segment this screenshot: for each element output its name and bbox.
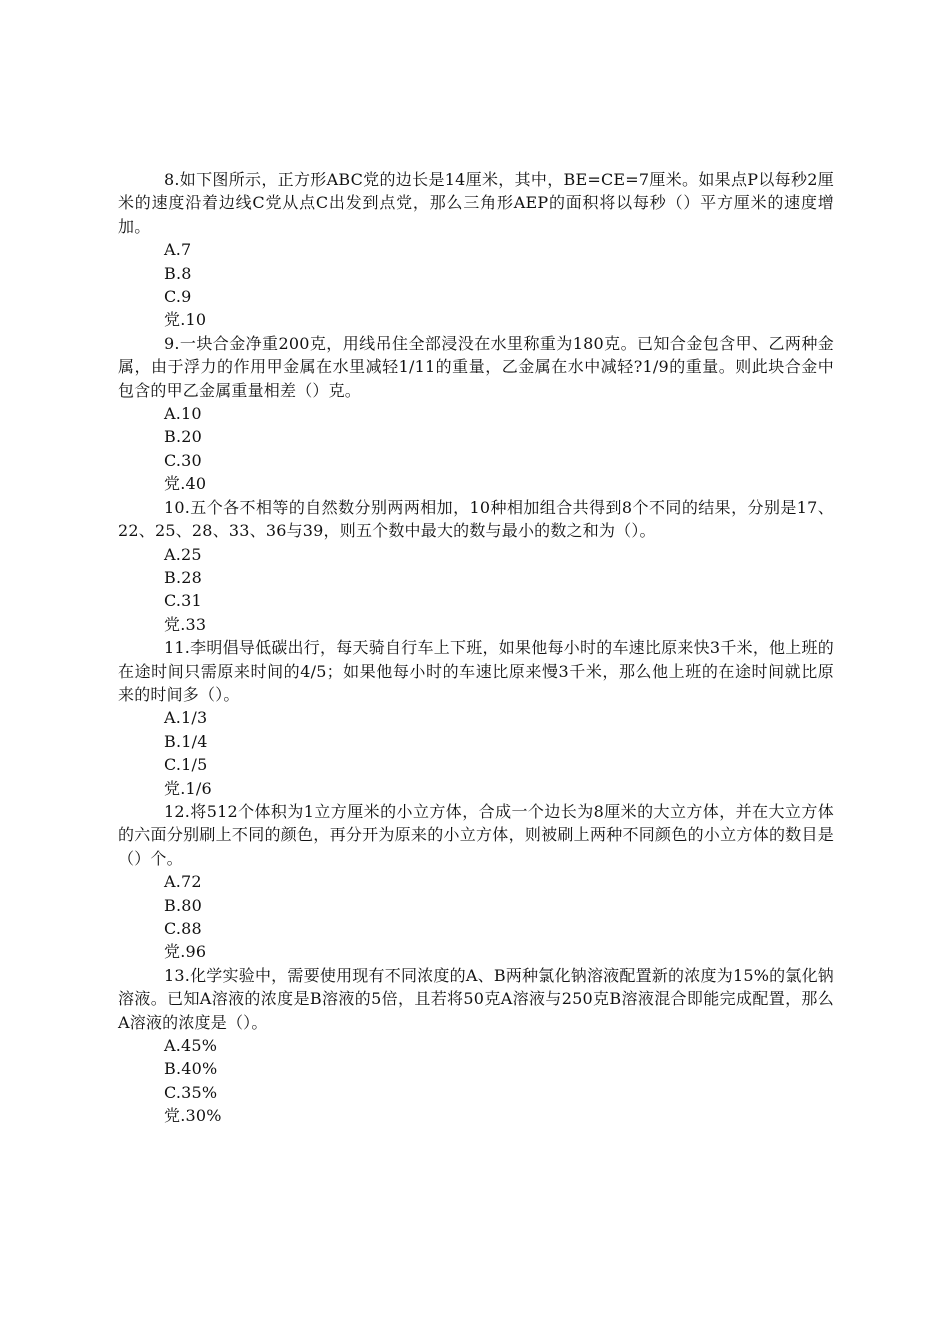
question-stem: 11.李明倡导低碳出行，每天骑自行车上下班，如果他每小时的车速比原来快3千米，他上班的在途时间只需原来时间的4/5；如果他每小时的车速比原来慢3千米，那么他上班的在途时间就比原来的时间多（）。 <box>118 638 834 704</box>
option-a: A.1/3 <box>164 708 208 728</box>
option-c: C.31 <box>164 591 202 611</box>
option-a: A.72 <box>164 872 202 892</box>
option-b: B.20 <box>164 427 203 447</box>
option-list <box>118 543 834 637</box>
option-d: 党.1/6 <box>164 778 212 798</box>
question-stem: 13.化学实验中，需要使用现有不同浓度的A、B两种氯化钠溶液配置新的浓度为15%的氯化钠溶液。已知A溶液的浓度是B溶液的5倍，且若将50克A溶液与250克B溶液混合即能完成配置，那么A溶液的浓度是（）。 <box>118 965 834 1032</box>
question-list <box>118 168 834 1128</box>
option-b: B.28 <box>164 567 203 587</box>
option-b: B.80 <box>164 895 203 915</box>
option-list <box>118 870 834 964</box>
option-c: C.35% <box>164 1082 218 1102</box>
option-d: 党.10 <box>164 310 207 330</box>
option-b: B.1/4 <box>164 731 208 751</box>
option-a: A.45% <box>164 1036 218 1056</box>
question-8 <box>118 168 834 332</box>
question-stem: 12.将512个体积为1立方厘米的小立方体，合成一个边长为8厘米的大立方体，并在大立方体的六面分别刷上不同的颜色，再分开为原来的小立方体，则被刷上两种不同颜色的小立方体的数目是（）个。 <box>118 801 834 868</box>
option-c: C.1/5 <box>164 755 208 775</box>
question-10 <box>118 496 834 636</box>
option-d: 党.40 <box>164 474 207 494</box>
option-c: C.88 <box>164 919 202 938</box>
option-b: B.8 <box>164 263 192 283</box>
question-stem: 10.五个各不相等的自然数分别两两相加，10种相加组合共得到8个不同的结果，分别是17、22、25、28、33、36与39，则五个数中最大的数与最小的数之和为（）。 <box>118 497 834 541</box>
option-a: A.25 <box>164 544 202 564</box>
option-a: A.7 <box>164 240 192 260</box>
option-d: 党.30% <box>164 1106 222 1126</box>
option-d: 党.96 <box>164 942 207 962</box>
option-d: 党.33 <box>164 614 207 634</box>
question-9 <box>118 332 834 496</box>
question-12 <box>118 800 834 964</box>
option-list <box>118 402 834 496</box>
option-list <box>118 1034 834 1128</box>
option-list <box>118 706 834 800</box>
option-c: C.30 <box>164 450 202 470</box>
question-13 <box>118 964 834 1128</box>
option-c: C.9 <box>164 287 192 307</box>
option-b: B.40% <box>164 1059 218 1079</box>
question-11 <box>118 636 834 800</box>
question-stem: 9.一块合金净重200克，用线吊住全部浸没在水里称重为180克。已知合金包含甲、乙两种金属，由于浮力的作用甲金属在水里减轻1/11的重量，乙金属在水中减轻?1/9的重量。则此块合金中包含的甲乙金属重量相差（）克。 <box>118 333 834 400</box>
option-list <box>118 238 834 332</box>
question-stem: 8.如下图所示，正方形ABC党的边长是14厘米，其中，BE=CE=7厘米。如果点P以每秒2厘米的速度沿着边线C党从点C出发到点党，那么三角形AEP的面积将以每秒（）平方厘米的速度增加。 <box>118 170 834 236</box>
option-a: A.10 <box>164 404 202 424</box>
